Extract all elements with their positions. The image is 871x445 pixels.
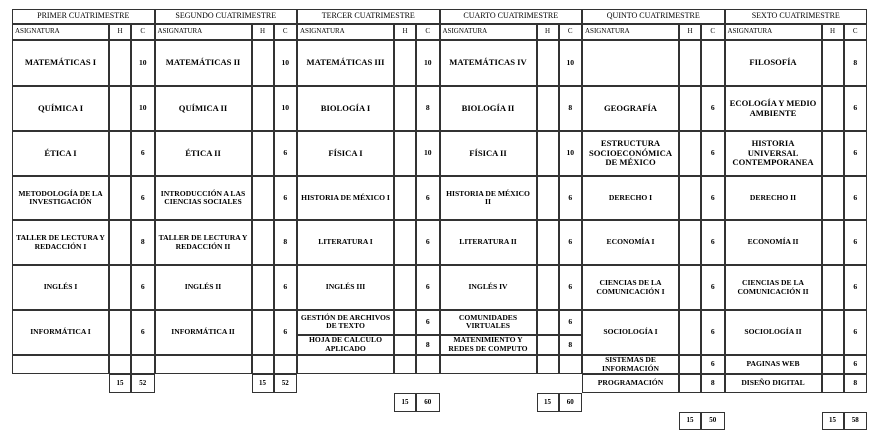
total-hours: 15	[537, 393, 559, 412]
subject-name: ÉTICA I	[12, 131, 109, 176]
subject-name: QUÍMICA I	[12, 86, 109, 131]
subject-name: LITERATURA I	[297, 220, 394, 265]
hours-cell	[537, 131, 559, 176]
hours-cell	[537, 265, 559, 310]
hours-cell	[822, 374, 844, 393]
subject-name: QUÍMICA II	[155, 86, 252, 131]
hours-cell	[679, 374, 701, 393]
credits-cell: 6	[274, 310, 298, 355]
credits-cell: 6	[701, 220, 725, 265]
subject-name: PROGRAMACIÓN	[582, 374, 679, 393]
credits-cell: 6	[701, 86, 725, 131]
subject-name: INGLÉS II	[155, 265, 252, 310]
subject-name: ECOLOGÍA Y MEDIO AMBIENTE	[725, 86, 822, 131]
credits-cell: 10	[274, 40, 298, 86]
subject-name: BIOLOGÍA II	[440, 86, 537, 131]
credits-cell	[416, 355, 440, 374]
credits-cell: 6	[701, 131, 725, 176]
subject-column-label: ASIGNATURA	[297, 24, 394, 40]
blank-row	[155, 355, 252, 374]
hours-cell	[109, 86, 131, 131]
credits-column-label: C	[416, 24, 440, 40]
hours-cell	[394, 220, 416, 265]
hours-cell	[394, 40, 416, 86]
semester-header: SEGUNDO CUATRIMESTRE	[155, 9, 298, 24]
subject-name: HISTORIA DE MÉXICO II	[440, 176, 537, 220]
hours-cell	[109, 176, 131, 220]
hours-cell	[822, 131, 844, 176]
hours-cell	[394, 335, 416, 355]
subject-name: FÍSICA I	[297, 131, 394, 176]
subject-name: SOCIOLOGÍA II	[725, 310, 822, 355]
hours-cell	[822, 220, 844, 265]
hours-cell	[822, 265, 844, 310]
semester-header: QUINTO CUATRIMESTRE	[582, 9, 725, 24]
hours-cell	[252, 40, 274, 86]
hours-cell	[679, 176, 701, 220]
subject-name: MATEMÁTICAS III	[297, 40, 394, 86]
credits-cell: 8	[559, 335, 583, 355]
subject-name: DERECHO II	[725, 176, 822, 220]
hours-cell	[679, 40, 701, 86]
credits-cell: 6	[844, 310, 868, 355]
hours-column-label: H	[679, 24, 701, 40]
credits-cell: 6	[131, 265, 155, 310]
hours-cell	[679, 131, 701, 176]
subject-name: ESTRUCTURA SOCIOECONÓMICA DE MÉXICO	[582, 131, 679, 176]
credits-cell: 10	[274, 86, 298, 131]
subject-name: MATEMÁTICAS II	[155, 40, 252, 86]
subject-column-label: ASIGNATURA	[440, 24, 537, 40]
subject-column-label: ASIGNATURA	[582, 24, 679, 40]
subject-name: ECONOMÍA II	[725, 220, 822, 265]
subject-name: MATENIMIENTO Y REDES DE COMPUTO	[440, 335, 537, 355]
credits-cell: 8	[701, 374, 725, 393]
hours-cell	[679, 355, 701, 374]
credits-cell: 10	[131, 86, 155, 131]
subject-name: TALLER DE LECTURA Y REDACCIÓN II	[155, 220, 252, 265]
credits-cell: 10	[416, 131, 440, 176]
credits-cell: 8	[131, 220, 155, 265]
hours-cell	[822, 176, 844, 220]
hours-cell	[252, 265, 274, 310]
total-credits: 50	[701, 412, 725, 430]
subject-name: INTRODUCCIÓN A LAS CIENCIAS SOCIALES	[155, 176, 252, 220]
hours-cell	[679, 86, 701, 131]
hours-cell	[109, 310, 131, 355]
total-credits: 60	[559, 393, 583, 412]
subject-name: SOCIOLOGÍA I	[582, 310, 679, 355]
subject-name: METODOLOGÍA DE LA INVESTIGACIÓN	[12, 176, 109, 220]
credits-cell: 6	[844, 131, 868, 176]
credits-cell: 6	[701, 310, 725, 355]
credits-cell: 6	[701, 265, 725, 310]
credits-cell	[559, 355, 583, 374]
credits-column-label: C	[131, 24, 155, 40]
total-hours: 15	[822, 412, 844, 430]
hours-cell	[109, 220, 131, 265]
hours-cell	[252, 220, 274, 265]
subject-name: CIENCIAS DE LA COMUNICACIÓN I	[582, 265, 679, 310]
subject-column-label: ASIGNATURA	[725, 24, 822, 40]
hours-cell	[109, 355, 131, 374]
blank-row	[297, 355, 394, 374]
subject-name: INGLÉS IV	[440, 265, 537, 310]
subject-name: ECONOMÍA I	[582, 220, 679, 265]
hours-cell	[252, 310, 274, 355]
credits-cell: 6	[274, 131, 298, 176]
subject-name: CIENCIAS DE LA COMUNICACIÓN II	[725, 265, 822, 310]
subject-column-label: ASIGNATURA	[12, 24, 109, 40]
hours-column-label: H	[537, 24, 559, 40]
credits-cell: 8	[274, 220, 298, 265]
total-credits: 60	[416, 393, 440, 412]
semester-header: PRIMER CUATRIMESTRE	[12, 9, 155, 24]
hours-cell	[537, 220, 559, 265]
credits-cell: 6	[274, 176, 298, 220]
hours-cell	[537, 176, 559, 220]
credits-cell: 10	[416, 40, 440, 86]
semester-header: CUARTO CUATRIMESTRE	[440, 9, 583, 24]
credits-cell: 6	[701, 355, 725, 374]
hours-cell	[394, 86, 416, 131]
subject-name: INGLÉS III	[297, 265, 394, 310]
credits-cell	[274, 355, 298, 374]
credits-column-label: C	[844, 24, 868, 40]
subject-name: HOJA DE CALCULO APLICADO	[297, 335, 394, 355]
subject-name: HISTORIA UNIVERSAL CONTEMPORANEA	[725, 131, 822, 176]
subject-name: MATEMÁTICAS I	[12, 40, 109, 86]
semester-header: SEXTO CUATRIMESTRE	[725, 9, 868, 24]
hours-column-label: H	[394, 24, 416, 40]
credits-cell: 6	[416, 265, 440, 310]
credits-cell: 10	[131, 40, 155, 86]
hours-cell	[679, 265, 701, 310]
credits-cell: 6	[416, 176, 440, 220]
hours-cell	[537, 86, 559, 131]
total-hours: 15	[394, 393, 416, 412]
total-hours: 15	[109, 374, 131, 393]
credits-column-label: C	[274, 24, 298, 40]
credits-cell: 6	[131, 131, 155, 176]
credits-cell: 8	[844, 374, 868, 393]
subject-name: HISTORIA DE MÉXICO I	[297, 176, 394, 220]
hours-cell	[252, 131, 274, 176]
subject-name: GEOGRAFÍA	[582, 86, 679, 131]
credits-cell: 6	[416, 310, 440, 335]
credits-cell: 10	[559, 131, 583, 176]
total-hours: 15	[679, 412, 701, 430]
credits-cell: 6	[559, 176, 583, 220]
semester-header: TERCER CUATRIMESTRE	[297, 9, 440, 24]
hours-cell	[109, 265, 131, 310]
subject-name: ÉTICA II	[155, 131, 252, 176]
credits-cell: 6	[131, 310, 155, 355]
hours-cell	[109, 40, 131, 86]
subject-name: LITERATURA II	[440, 220, 537, 265]
subject-name: INFORMÁTICA II	[155, 310, 252, 355]
credits-cell: 6	[559, 265, 583, 310]
total-credits: 52	[274, 374, 298, 393]
subject-name: COMUNIDADES VIRTUALES	[440, 310, 537, 335]
credits-cell: 6	[131, 176, 155, 220]
hours-cell	[537, 40, 559, 86]
subject-column-label: ASIGNATURA	[155, 24, 252, 40]
subject-name: INFORMÁTICA I	[12, 310, 109, 355]
credits-cell: 6	[416, 220, 440, 265]
hours-cell	[252, 355, 274, 374]
credits-cell: 6	[844, 355, 868, 374]
hours-cell	[394, 265, 416, 310]
subject-name: FÍSICA II	[440, 131, 537, 176]
credits-column-label: C	[701, 24, 725, 40]
hours-cell	[679, 310, 701, 355]
hours-cell	[109, 131, 131, 176]
hours-column-label: H	[109, 24, 131, 40]
credits-cell: 6	[701, 176, 725, 220]
hours-column-label: H	[252, 24, 274, 40]
total-credits: 58	[844, 412, 868, 430]
credits-cell: 6	[844, 86, 868, 131]
subject-name: BIOLOGÍA I	[297, 86, 394, 131]
subject-name: DISEÑO DIGITAL	[725, 374, 822, 393]
credits-cell: 6	[559, 310, 583, 335]
hours-cell	[252, 86, 274, 131]
subject-name: FILOSOFÍA	[725, 40, 822, 86]
hours-cell	[394, 131, 416, 176]
hours-cell	[822, 86, 844, 131]
credits-cell	[131, 355, 155, 374]
total-hours: 15	[252, 374, 274, 393]
hours-cell	[394, 176, 416, 220]
credits-cell: 6	[844, 176, 868, 220]
hours-column-label: H	[822, 24, 844, 40]
blank-row	[440, 355, 537, 374]
blank-row	[12, 355, 109, 374]
credits-cell: 8	[844, 40, 868, 86]
credits-cell	[701, 40, 725, 86]
subject-name: DERECHO I	[582, 176, 679, 220]
hours-cell	[394, 310, 416, 335]
subject-name: MATEMÁTICAS IV	[440, 40, 537, 86]
hours-cell	[394, 355, 416, 374]
credits-cell: 8	[416, 86, 440, 131]
subject-name: PAGINAS WEB	[725, 355, 822, 374]
credits-cell: 6	[844, 265, 868, 310]
credits-cell: 6	[844, 220, 868, 265]
credits-cell: 6	[274, 265, 298, 310]
subject-name: TALLER DE LECTURA Y REDACCIÓN I	[12, 220, 109, 265]
hours-cell	[537, 310, 559, 335]
credits-column-label: C	[559, 24, 583, 40]
hours-cell	[822, 355, 844, 374]
credits-cell: 8	[559, 86, 583, 131]
credits-cell: 10	[559, 40, 583, 86]
hours-cell	[822, 310, 844, 355]
hours-cell	[679, 220, 701, 265]
subject-name: INGLÉS I	[12, 265, 109, 310]
credits-cell: 6	[559, 220, 583, 265]
hours-cell	[537, 355, 559, 374]
credits-cell: 8	[416, 335, 440, 355]
total-credits: 52	[131, 374, 155, 393]
subject-name: GESTIÓN DE ARCHIVOS DE TEXTO	[297, 310, 394, 335]
hours-cell	[537, 335, 559, 355]
hours-cell	[822, 40, 844, 86]
hours-cell	[252, 176, 274, 220]
subject-name	[582, 40, 679, 86]
subject-name: SISTEMAS DE INFORMACIÓN	[582, 355, 679, 374]
